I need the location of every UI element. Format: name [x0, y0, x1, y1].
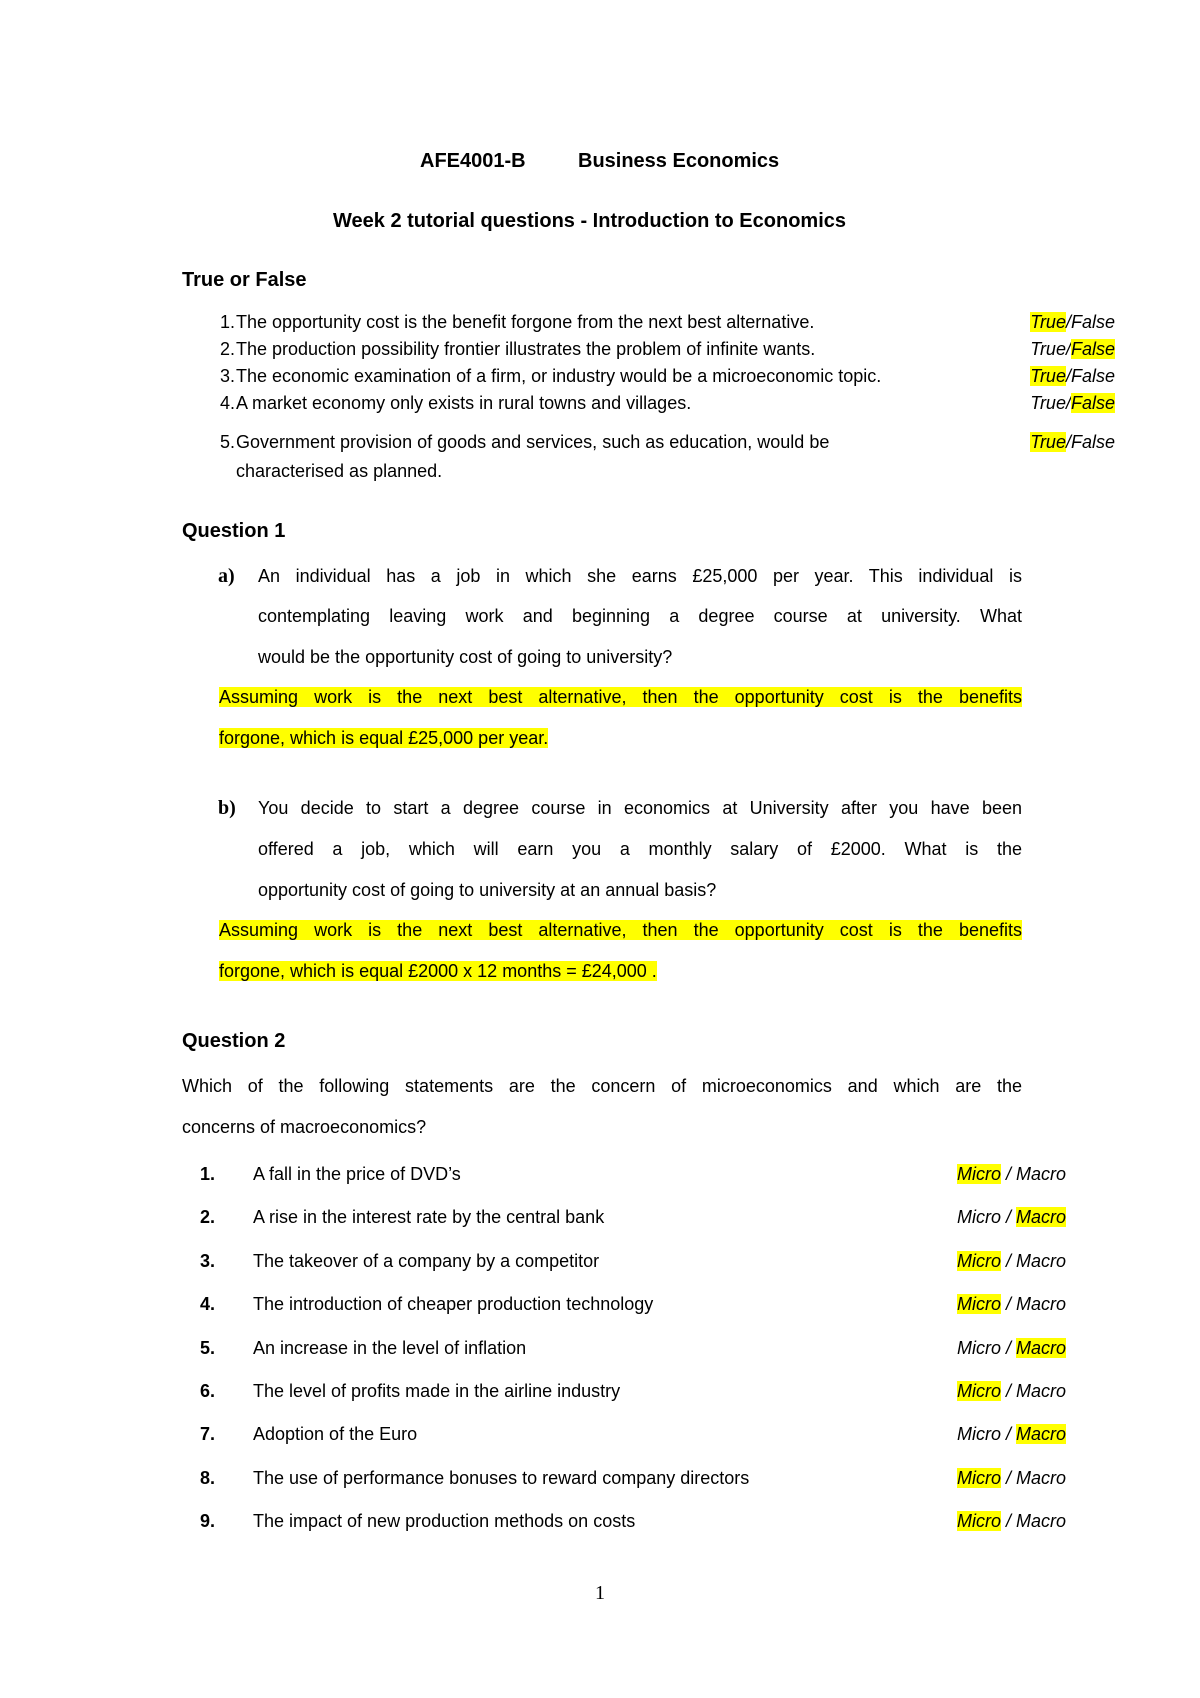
micro-macro-answer	[957, 1338, 1066, 1359]
option-separator: /	[1065, 366, 1071, 386]
question1-b-answer-line: Assuming work is the next best alternative, then the opportunity cost is the benefits	[219, 920, 1022, 940]
option-macro: Macro	[1016, 1381, 1067, 1401]
option-true: True	[1030, 393, 1066, 413]
item-number: 6.	[200, 1381, 216, 1401]
item-number: 1.	[220, 312, 236, 332]
option-micro: Micro	[957, 1381, 1001, 1401]
option-false: False	[1070, 393, 1115, 413]
option-micro: Micro	[957, 1424, 1001, 1444]
option-micro: Micro	[957, 1338, 1001, 1358]
true-false-answer	[1030, 366, 1115, 387]
question1-b-line: You decide to start a degree course in economics at University after you have been	[258, 798, 1022, 818]
option-separator: /	[1001, 1164, 1017, 1184]
option-separator: /	[1001, 1511, 1017, 1531]
page-subtitle: Week 2 tutorial questions - Introduction to Economics	[333, 210, 847, 232]
question1-a-line: contemplating leaving work and beginning a degree course at university. What	[258, 606, 1022, 626]
question2-intro-line: Which of the following statements are the concern of microeconomics and which are the	[182, 1076, 1022, 1096]
option-separator: /	[1001, 1251, 1017, 1271]
true-false-answer	[1030, 432, 1115, 453]
option-micro: Micro	[957, 1294, 1001, 1314]
question1-b-line: offered a job, which will earn you a monthly salary of £2000. What is the	[258, 839, 1022, 859]
micro-macro-answer	[957, 1294, 1066, 1315]
item-text: The level of profits made in the airline industry	[253, 1381, 621, 1401]
item-number: 3.	[220, 366, 236, 386]
item-text: Government provision of goods and services, such as education, would be	[236, 432, 830, 452]
option-macro: Macro	[1016, 1251, 1067, 1271]
option-separator: /	[1001, 1207, 1017, 1227]
true-false-answer	[1030, 312, 1115, 333]
option-micro: Micro	[957, 1207, 1001, 1227]
micro-macro-answer	[957, 1381, 1066, 1402]
option-separator: /	[1065, 393, 1071, 413]
item-text: A rise in the interest rate by the central bank	[253, 1207, 605, 1227]
option-separator: /	[1001, 1294, 1017, 1314]
item-text: The introduction of cheaper production technology	[253, 1294, 654, 1314]
micro-macro-answer	[957, 1424, 1066, 1445]
question2-intro-line: concerns of macroeconomics?	[182, 1117, 427, 1137]
item-text: A market economy only exists in rural towns and villages.	[236, 393, 692, 413]
option-separator: /	[1001, 1424, 1017, 1444]
option-micro: Micro	[957, 1164, 1001, 1184]
option-true: True	[1030, 432, 1066, 452]
question1-b-line: opportunity cost of going to university at an annual basis?	[258, 880, 717, 900]
question1-b-answer-line: forgone, which is equal £2000 x 12 months = £24,000 .	[219, 961, 657, 981]
option-true: True	[1030, 366, 1066, 386]
page-number: 1	[595, 1582, 605, 1604]
item-number: 1.	[200, 1164, 216, 1184]
option-false: False	[1070, 339, 1115, 359]
option-false: False	[1070, 432, 1115, 452]
item-number: 2.	[220, 339, 236, 359]
item-number: 3.	[200, 1251, 216, 1271]
question1-b-label: b)	[218, 797, 236, 819]
micro-macro-answer	[957, 1468, 1066, 1489]
option-false: False	[1070, 366, 1115, 386]
item-text: The economic examination of a firm, or industry would be a microeconomic topic.	[236, 366, 882, 386]
option-separator: /	[1065, 339, 1071, 359]
option-separator: /	[1001, 1338, 1017, 1358]
course-code: AFE4001-B	[420, 150, 526, 172]
item-text: The use of performance bonuses to reward company directors	[253, 1468, 750, 1488]
option-micro: Micro	[957, 1251, 1001, 1271]
option-separator: /	[1001, 1381, 1017, 1401]
option-macro: Macro	[1016, 1338, 1067, 1358]
option-separator: /	[1001, 1468, 1017, 1488]
item-text: The production possibility frontier illustrates the problem of infinite wants.	[236, 339, 816, 359]
option-macro: Macro	[1016, 1164, 1067, 1184]
option-macro: Macro	[1016, 1468, 1067, 1488]
question1-a-label: a)	[218, 565, 235, 587]
item-text: Adoption of the Euro	[253, 1424, 418, 1444]
option-false: False	[1070, 312, 1115, 332]
micro-macro-answer	[957, 1511, 1066, 1532]
item-text-continued: characterised as planned.	[236, 461, 443, 481]
option-separator: /	[1065, 312, 1071, 332]
item-number: 2.	[200, 1207, 216, 1227]
true-false-answer	[1030, 339, 1115, 360]
question1-a-answer-line: Assuming work is the next best alternative, then the opportunity cost is the benefits	[219, 687, 1022, 707]
option-separator: /	[1065, 432, 1071, 452]
option-macro: Macro	[1016, 1207, 1067, 1227]
item-text: An increase in the level of inflation	[253, 1338, 527, 1358]
micro-macro-answer	[957, 1164, 1066, 1185]
micro-macro-answer	[957, 1251, 1066, 1272]
option-macro: Macro	[1016, 1424, 1067, 1444]
question2-heading: Question 2	[182, 1030, 286, 1052]
item-number: 5.	[200, 1338, 216, 1358]
item-text: The opportunity cost is the benefit forgone from the next best alternative.	[236, 312, 815, 332]
question1-a-line: would be the opportunity cost of going to university?	[258, 647, 673, 667]
item-number: 4.	[220, 393, 236, 413]
option-true: True	[1030, 339, 1066, 359]
item-number: 9.	[200, 1511, 216, 1531]
item-text: The takeover of a company by a competitor	[253, 1251, 600, 1271]
question1-a-line: An individual has a job in which she earns £25,000 per year. This individual is	[258, 566, 1022, 586]
option-micro: Micro	[957, 1468, 1001, 1488]
item-number: 4.	[200, 1294, 216, 1314]
option-macro: Macro	[1016, 1294, 1067, 1314]
course-name: Business Economics	[578, 150, 780, 172]
item-number: 7.	[200, 1424, 216, 1444]
true-false-answer	[1030, 393, 1115, 414]
question1-a-answer-line: forgone, which is equal £25,000 per year.	[219, 728, 549, 748]
item-number: 8.	[200, 1468, 216, 1488]
item-text: A fall in the price of DVD’s	[253, 1164, 461, 1184]
true-false-heading: True or False	[182, 269, 307, 291]
item-text: The impact of new production methods on costs	[253, 1511, 636, 1531]
option-true: True	[1030, 312, 1066, 332]
item-number: 5.	[220, 432, 236, 452]
micro-macro-answer	[957, 1207, 1066, 1228]
option-micro: Micro	[957, 1511, 1001, 1531]
option-macro: Macro	[1016, 1511, 1067, 1531]
question1-heading: Question 1	[182, 520, 286, 542]
